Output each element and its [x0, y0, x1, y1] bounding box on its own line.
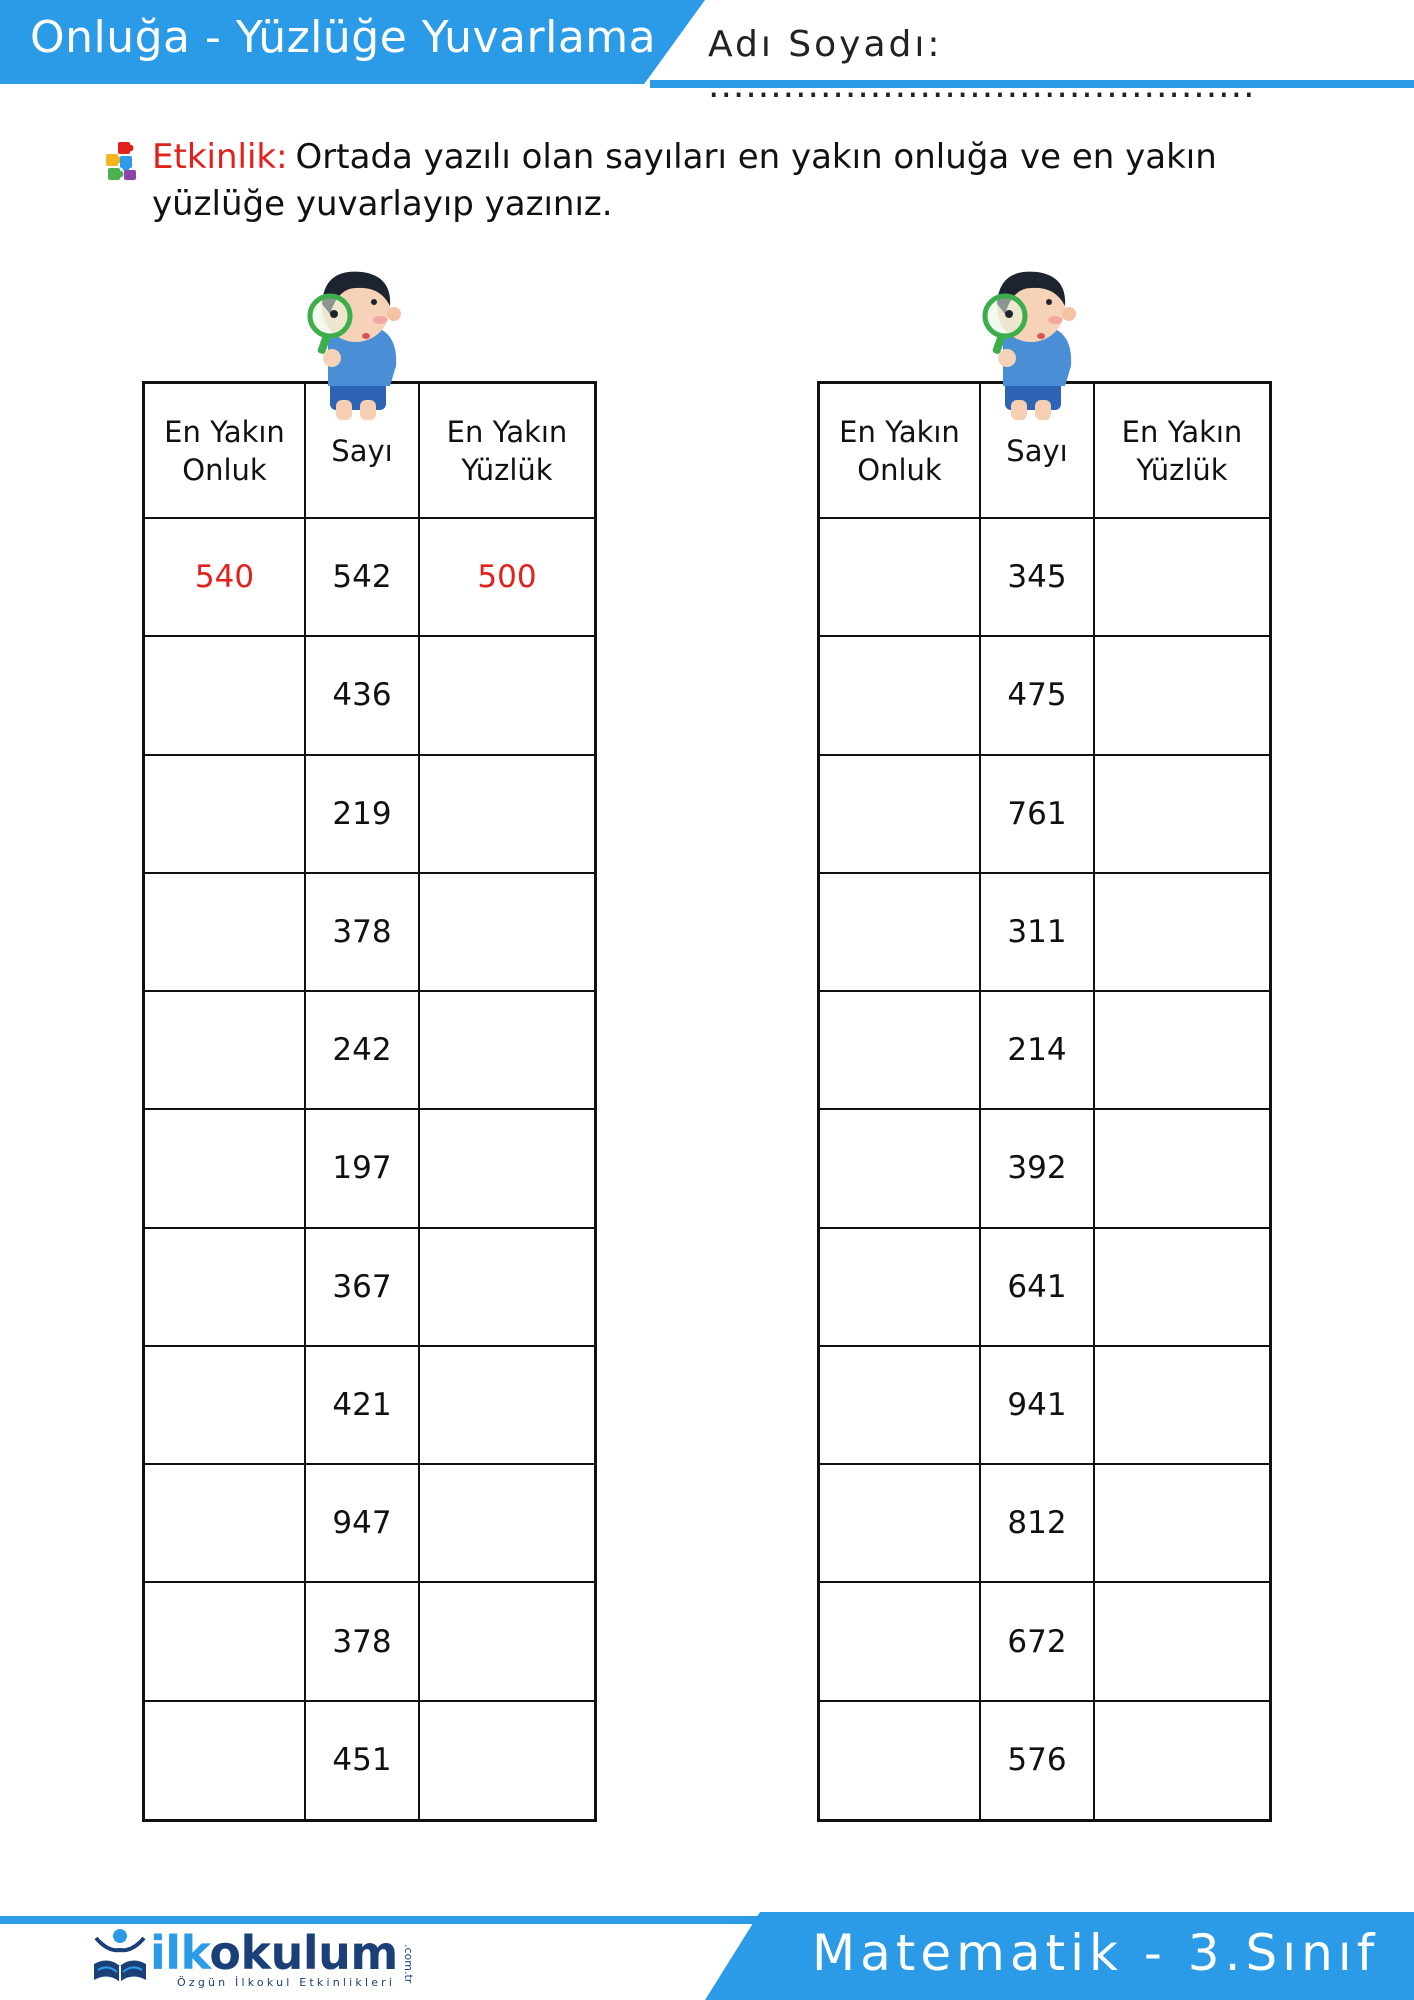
table-row — [145, 755, 594, 873]
rounding-table-right — [817, 381, 1272, 1822]
header-nearest-tens: En Yakın Onluk — [820, 384, 980, 518]
table-row — [820, 1228, 1269, 1346]
table-row — [145, 1346, 594, 1464]
tens-answer-cell[interactable] — [145, 1228, 305, 1346]
hundreds-answer-cell[interactable] — [1094, 1228, 1269, 1346]
brand-slogan: Özgün İlkokul Etkinlikleri — [177, 1976, 396, 1989]
worksheet-title: Onluğa - Yüzlüğe Yuvarlama — [30, 12, 657, 63]
hundreds-answer-cell[interactable] — [419, 1346, 594, 1464]
table-row — [820, 636, 1269, 754]
tens-answer-cell[interactable]: 540 — [145, 518, 305, 636]
rounding-table-left — [142, 381, 597, 1822]
hundreds-answer-cell[interactable] — [1094, 1346, 1269, 1464]
name-label: Adı Soyadı: — [708, 24, 943, 65]
hundreds-answer-cell[interactable] — [419, 991, 594, 1109]
instruction — [104, 134, 1264, 228]
hundreds-answer-cell[interactable] — [419, 1109, 594, 1227]
hundreds-answer-cell[interactable] — [1094, 1109, 1269, 1227]
header-number: Sayı — [305, 384, 419, 518]
table-row — [820, 1582, 1269, 1700]
hundreds-answer-cell[interactable] — [1094, 1701, 1269, 1819]
table-row — [820, 1464, 1269, 1582]
number-cell: 378 — [305, 873, 419, 991]
puzzle-pieces-icon — [104, 140, 142, 182]
hundreds-answer-cell[interactable] — [1094, 873, 1269, 991]
table-row — [145, 1228, 594, 1346]
number-cell: 345 — [980, 518, 1094, 636]
hundreds-answer-cell[interactable] — [1094, 518, 1269, 636]
tens-answer-cell[interactable] — [820, 1228, 980, 1346]
hundreds-answer-cell[interactable] — [1094, 1582, 1269, 1700]
number-cell: 392 — [980, 1109, 1094, 1227]
number-cell: 812 — [980, 1464, 1094, 1582]
number-cell: 761 — [980, 755, 1094, 873]
number-cell: 475 — [980, 636, 1094, 754]
tens-answer-cell[interactable] — [145, 1464, 305, 1582]
tens-answer-cell[interactable] — [820, 1346, 980, 1464]
tens-answer-cell[interactable] — [145, 1582, 305, 1700]
table-row — [145, 991, 594, 1109]
number-cell: 542 — [305, 518, 419, 636]
name-dots: ............................................ — [708, 65, 1256, 106]
tens-answer-cell[interactable] — [820, 1582, 980, 1700]
brand-logo-text: ilkokulum — [150, 1926, 398, 1980]
header-number: Sayı — [980, 384, 1094, 518]
number-cell: 214 — [980, 991, 1094, 1109]
number-cell: 947 — [305, 1464, 419, 1582]
table-row — [820, 1109, 1269, 1227]
subject-grade-label: Matematik - 3.Sınıf — [812, 1924, 1380, 1982]
table-row — [145, 873, 594, 991]
table-row — [820, 873, 1269, 991]
header-nearest-hundreds: En Yakın Yüzlük — [1094, 384, 1269, 518]
student-name-field[interactable] — [708, 24, 1414, 106]
hundreds-answer-cell[interactable] — [1094, 636, 1269, 754]
number-cell: 641 — [980, 1228, 1094, 1346]
table-row — [145, 1109, 594, 1227]
number-cell: 451 — [305, 1701, 419, 1819]
tens-answer-cell[interactable] — [145, 873, 305, 991]
tens-answer-cell[interactable] — [820, 1464, 980, 1582]
tens-answer-cell[interactable] — [820, 1109, 980, 1227]
hundreds-answer-cell[interactable] — [1094, 1464, 1269, 1582]
number-cell: 311 — [980, 873, 1094, 991]
table-row — [145, 1464, 594, 1582]
header-nearest-tens: En Yakın Onluk — [145, 384, 305, 518]
boy-with-magnifier-illustration — [300, 262, 410, 422]
number-cell: 576 — [980, 1701, 1094, 1819]
instruction-label: Etkinlik: — [152, 137, 288, 177]
instruction-text: Ortada yazılı olan sayıları en yakın onluğa ve en yakın yüzlüğe yuvarlayıp yazınız. — [152, 137, 1217, 224]
tens-answer-cell[interactable] — [820, 873, 980, 991]
hundreds-answer-cell[interactable] — [1094, 991, 1269, 1109]
tens-answer-cell[interactable] — [145, 991, 305, 1109]
reader-book-icon — [90, 1924, 150, 1988]
table-row — [820, 1346, 1269, 1464]
tens-answer-cell[interactable] — [145, 1346, 305, 1464]
boy-with-magnifier-illustration — [975, 262, 1085, 422]
tens-answer-cell[interactable] — [145, 1109, 305, 1227]
table-row — [820, 991, 1269, 1109]
hundreds-answer-cell[interactable] — [419, 873, 594, 991]
brand-tld: .com.tr — [402, 1944, 415, 1984]
hundreds-answer-cell[interactable] — [419, 636, 594, 754]
tens-answer-cell[interactable] — [820, 991, 980, 1109]
table-row — [820, 755, 1269, 873]
number-cell: 421 — [305, 1346, 419, 1464]
tens-answer-cell[interactable] — [145, 755, 305, 873]
number-cell: 219 — [305, 755, 419, 873]
hundreds-answer-cell[interactable] — [419, 755, 594, 873]
tens-answer-cell[interactable] — [145, 1701, 305, 1819]
table-row — [145, 636, 594, 754]
hundreds-answer-cell[interactable] — [419, 1701, 594, 1819]
number-cell: 378 — [305, 1582, 419, 1700]
number-cell: 436 — [305, 636, 419, 754]
table-row — [145, 518, 594, 636]
hundreds-answer-cell[interactable] — [1094, 755, 1269, 873]
header-nearest-hundreds: En Yakın Yüzlük — [419, 384, 594, 518]
table-row — [145, 1701, 594, 1819]
hundreds-answer-cell[interactable] — [419, 1582, 594, 1700]
number-cell: 941 — [980, 1346, 1094, 1464]
hundreds-answer-cell[interactable]: 500 — [419, 518, 594, 636]
tens-answer-cell[interactable] — [820, 518, 980, 636]
tens-answer-cell[interactable] — [820, 636, 980, 754]
table-row — [145, 1582, 594, 1700]
table-row — [820, 1701, 1269, 1819]
number-cell: 197 — [305, 1109, 419, 1227]
number-cell: 672 — [980, 1582, 1094, 1700]
tens-answer-cell[interactable] — [820, 1701, 980, 1819]
number-cell: 242 — [305, 991, 419, 1109]
table-row — [820, 518, 1269, 636]
hundreds-answer-cell[interactable] — [419, 1464, 594, 1582]
tens-answer-cell[interactable] — [820, 755, 980, 873]
number-cell: 367 — [305, 1228, 419, 1346]
hundreds-answer-cell[interactable] — [419, 1228, 594, 1346]
tens-answer-cell[interactable] — [145, 636, 305, 754]
